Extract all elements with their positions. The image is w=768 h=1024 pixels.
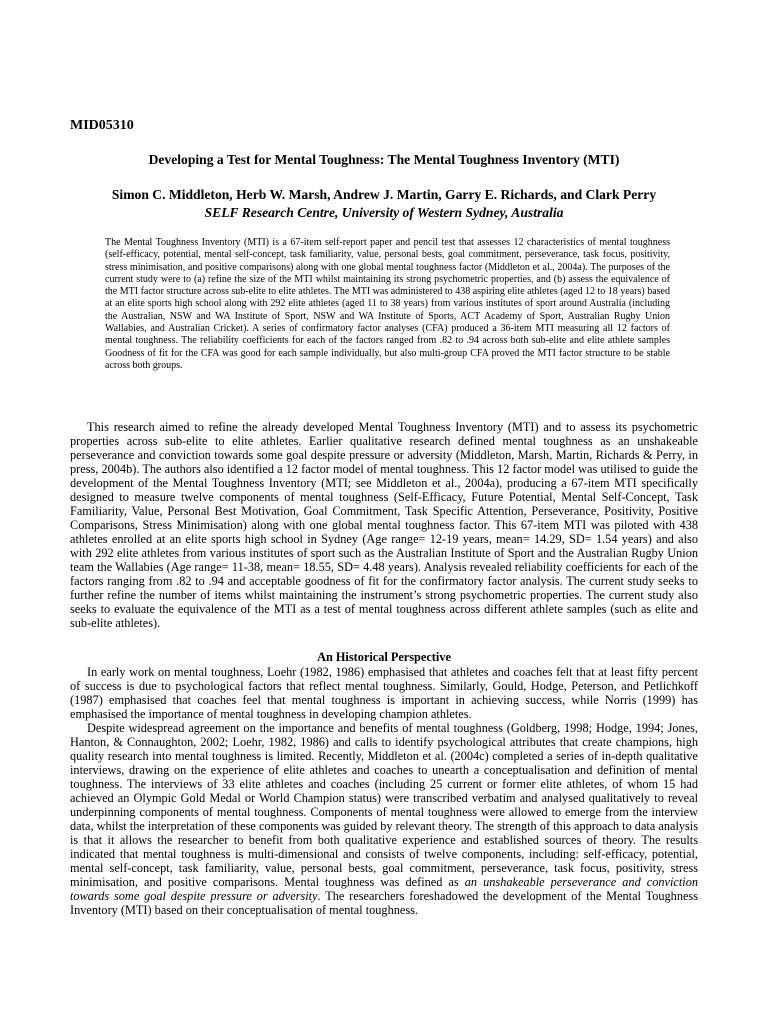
intro-paragraph: This research aimed to refine the already developed Mental Toughness Inventory (MTI) and to assess its psychometric properties across sub-elite to elite athletes. Earlier qualitative research defined mental toughness as an unshakeable perseverance and conviction towards some goal despite pressure or adversity (Middleton, Marsh, Martin, Richards & Perry, in press, 2004b). The authors also identified a 12 factor model of mental toughness. This 12 factor model was utilised to guide the development of the Mental Toughness Inventory (MTI; see Middleton et al., 2004a), producing a 67-item MTI specifically designed to measure twelve components of mental toughness (Self-Efficacy, Future Potential, Mental Self-Concept, Task Familiarity, Value, Personal Best Motivation, Goal Commitment, Task Specific Attention, Perseverance, Positivity, Positive Comparisons, Stress Minimisation) along with one global mental toughness factor. This 67-item MTI was piloted with 438 athletes enrolled at an elite sports high school in Sydney (Age range= 12-19 years, mean= 14.29, SD= 1.54 years) and also with 292 elite athletes from various institutes of sport such as the Australian Institute of Sport and the Australian Rugby Union team the Wallabies (Age range= 11-38, mean= 18.55, SD= 4.48 years). Analysis revealed reliability coefficients for each of the factors ranging from .82 to .94 and acceptable goodness of fit for the confirmatory factor analysis. The current study seeks to further refine the number of items whilst maintaining the instrument’s strong psychometric properties. The current study also seeks to evaluate the equivalence of the MTI as a test of mental toughness across different athlete samples (such as elite and sub-elite athletes). [70,420,698,630]
abstract: The Mental Toughness Inventory (MTI) is a 67-item self-report paper and pencil test that assesses 12 characteristics of mental toughness (self-efficacy, potential, mental self-concept, task familiarity, value, personal bests, goal commitment, perseverance, task focus, positivity, stress minimisation, and positive comparisons) along with one global mental toughness factor (Middleton et al., 2004a). The purposes of the current study were to (a) refine the size of the MTI whilst maintaining its strong psychometric properties, and (b) assess the equivalence of the MTI factor structure across sub-elite to elite athletes. The MTI was administered to 438 aspiring elite athletes (aged 12 to 18 years) based at an elite sports high school along with 292 elite athletes (aged 11 to 38 years) from various institutes of sport around Australia (including the Australian, NSW and WA Institute of Sport, NSW and WA Institute of Sports, ACT Academy of Sport, Australian Rugby Union Wallabies, and Australian Cricket). A series of confirmatory factor analyses (CFA) produced a 36-item MTI measuring all 12 factors of mental toughness. The reliability coefficients for each of the factors ranged from .82 to .94 across both sub-elite and elite athlete samples Goodness of fit for the CFA was good for each sample individually, but also multi-group CFA proved the MTI factor structure to be stable across both groups. [105,237,670,371]
section-heading: An Historical Perspective [317,650,451,664]
paragraph-2-text: Despite widespread agreement on the importance and benefits of mental toughness (Goldberg, 1998; Hodge, 1994; Jones, Hanton, & Connaughton, 2002; Loehr, 1982, 1986) and calls to identify psychological attributes that create champions, high quality research into mental toughness is limited. Recently, Middleton et al. (2004c) completed a series of in-depth qualitative interviews, drawing on the experience of elite athletes and coaches to unearth a conceptualisation and definition of mental toughness. The interviews of 33 elite athletes and coaches (including 25 current or former elite athletes, of whom 15 had achieved an Olympic Gold Medal or World Champion status) were transcribed verbatim and analysed qualitatively to reveal underpinning components of mental toughness. Components of mental toughness were allowed to emerge from the interview data, whilst the interpretation of these components was guided by relevant theory. The strength of this approach to data analysis is that it allows the researcher to benefit from both qualitative experience and established sources of theory. The results indicated that mental toughness is multi-dimensional and consists of twelve components, including: self-efficacy, potential, mental self-concept, task familiarity, value, personal bests, goal commitment, perseverance, task focus, positivity, stress minimisation, and positive comparisons. Mental toughness was defined as [70,721,698,889]
affiliation: SELF Research Centre, University of Western Sydney, Australia [204,205,564,220]
paragraph-2-ending: . The researchers foreshadowed the development of the Mental Toughness Inventory (MTI) based on their conceptualisation of mental toughness. [70,889,698,917]
paper-id: MID05310 [70,118,134,133]
section-paragraph-2 [70,721,698,917]
mental-toughness-definition: an unshakeable perseverance and conviction towards some goal despite pressure or adversity [70,875,698,903]
historical-perspective-section [70,650,698,917]
paper-title: Developing a Test for Mental Toughness: The Mental Toughness Inventory (MTI) [148,152,620,167]
author-list: Simon C. Middleton, Herb W. Marsh, Andrew J. Martin, Garry E. Richards, and Clark Perry [111,187,657,202]
introduction [70,420,698,630]
section-paragraph-1: In early work on mental toughness, Loehr (1982, 1986) emphasised that athletes and coaches felt that at least fifty percent of success is due to psychological factors that reflect mental toughness. Similarly, Gould, Hodge, Peterson, and Petlichkoff (1987) emphasised that coaches feel that mental toughness is important in achieving success, while Norris (1999) has emphasised the importance of mental toughness in developing champion athletes. [70,665,698,721]
